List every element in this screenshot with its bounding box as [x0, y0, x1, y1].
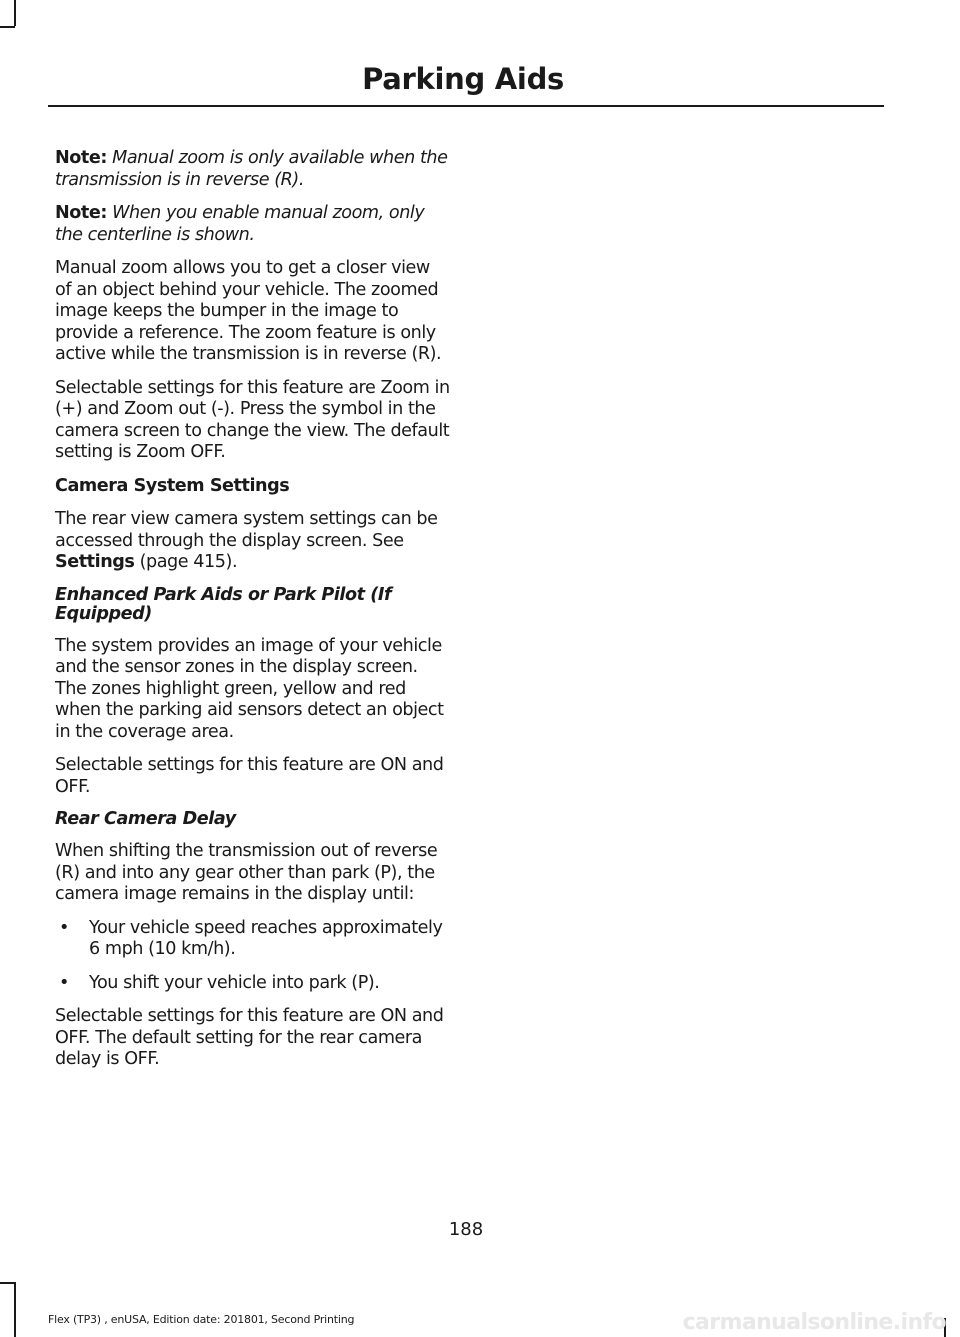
paragraph-camera-delay: When shifting the transmission out of reverse (R) and into any gear other than park (P), the camera image remains in the display until: — [55, 841, 438, 904]
paragraph-camera-settings — [55, 509, 450, 574]
watermark: carmanualsonline.info — [682, 1310, 946, 1335]
paragraph-delay-settings: Selectable settings for this feature are ON and OFF. The default setting for the rear camera delay is OFF. — [55, 1006, 444, 1069]
heading-enhanced-park-aids: Enhanced Park Aids or Park Pilot (If Equipped) — [55, 584, 392, 624]
crop-mark-bottom-left-h — [0, 1282, 15, 1284]
page-number: 188 — [448, 1219, 484, 1240]
main-column — [55, 148, 450, 1083]
crop-mark-top-left-v — [14, 0, 16, 26]
paragraph-sensor-zones: The system provides an image of your vehicle and the sensor zones in the display screen. The zones highlight green, yellow and red when the parking aid sensors detect an object in the coverage area. — [55, 635, 444, 742]
footer-edition-info: Flex (TP3) , enUSA, Edition date: 201801, Second Printing — [48, 1313, 355, 1326]
list-item-text: You shift your vehicle into park (P). — [89, 972, 380, 993]
note-centerline — [55, 203, 450, 246]
list-item — [55, 918, 450, 961]
bullet-icon: • — [59, 917, 69, 938]
crop-mark-bottom-left-v — [14, 1282, 16, 1337]
paragraph-text: The rear view camera system settings can be accessed through the display screen. See — [55, 509, 438, 551]
bullet-icon: • — [59, 972, 69, 993]
heading-camera-system-settings: Camera System Settings — [55, 475, 290, 496]
note-label: Note: — [55, 203, 107, 223]
settings-reference-link[interactable]: Settings — [55, 552, 135, 572]
page-title: Parking Aids — [362, 62, 564, 96]
list-item-text: Your vehicle speed reaches approximately 6 mph (10 km/h). — [89, 917, 443, 959]
paragraph-manual-zoom: Manual zoom allows you to get a closer view of an object behind your vehicle. The zoomed image keeps the bumper in the image to provide a reference. The zoom feature is only active while the transmission is in reverse (R). — [55, 258, 442, 364]
header-divider — [48, 105, 884, 107]
note-text: Manual zoom is only available when the transmission is in reverse (R). — [55, 148, 448, 190]
note-manual-zoom — [55, 148, 450, 191]
paragraph-text: (page 415). — [134, 552, 238, 572]
paragraph-park-aids-settings: Selectable settings for this feature are ON and OFF. — [55, 755, 444, 797]
crop-mark-top-left-h — [0, 26, 15, 28]
note-label: Note: — [55, 148, 107, 168]
list-item — [55, 973, 450, 995]
paragraph-zoom-settings: Selectable settings for this feature are Zoom in (+) and Zoom out (-). Press the symbol in the camera screen to change the view. The default setting is Zoom OFF. — [55, 377, 450, 462]
bullet-list — [55, 918, 450, 995]
note-text: When you enable manual zoom, only the centerline is shown. — [55, 203, 425, 245]
heading-rear-camera-delay: Rear Camera Delay — [55, 809, 236, 829]
